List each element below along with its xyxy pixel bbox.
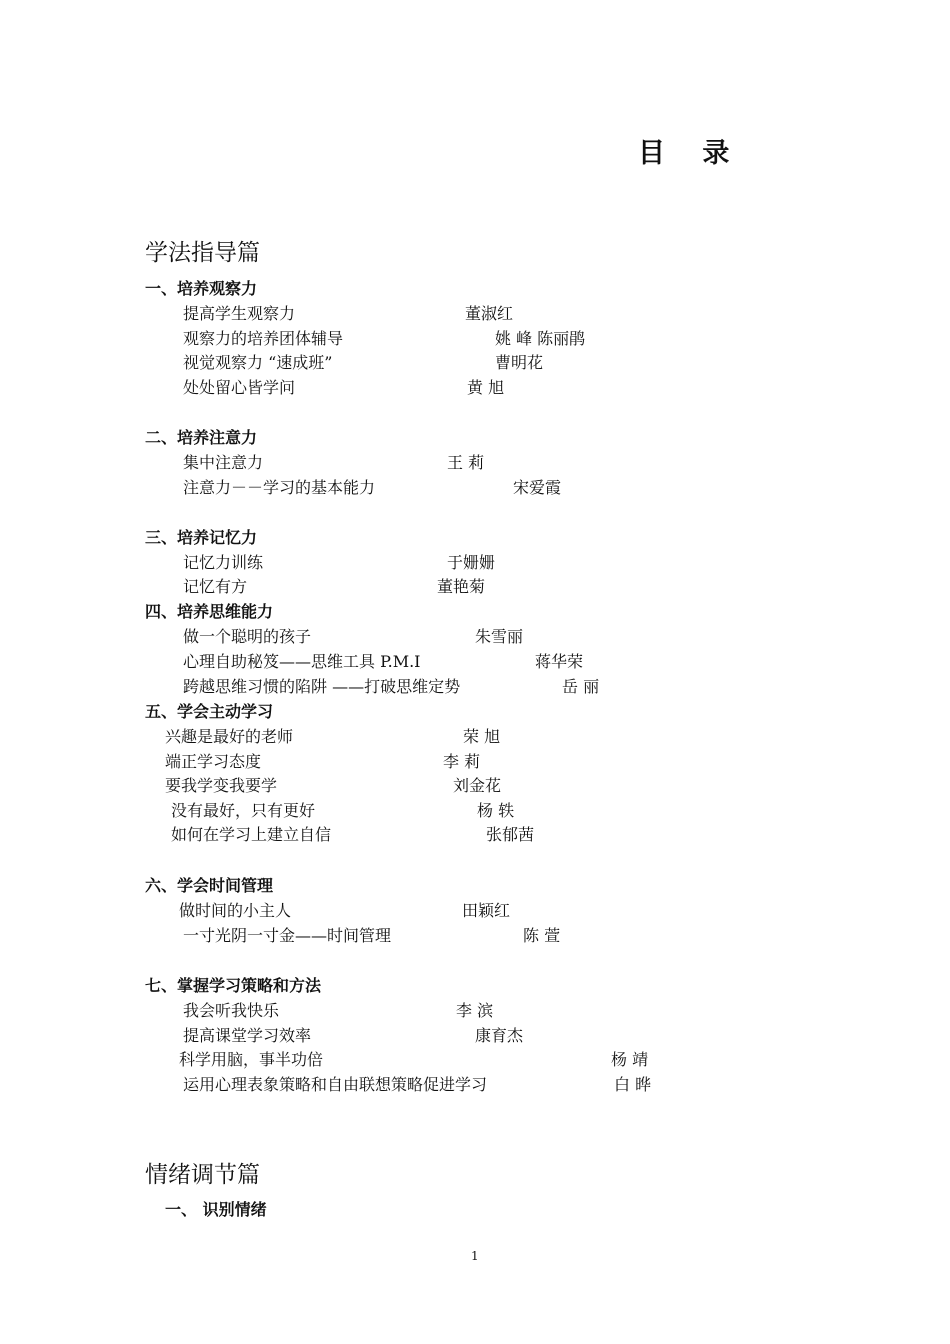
toc-entry-author: 蒋华荣	[535, 652, 584, 671]
toc-entry-title: 运用心理表象策略和自由联想策略促进学习	[183, 1075, 488, 1094]
page-number: 1	[471, 1249, 479, 1263]
toc-entry-author: 李 滨	[456, 1001, 494, 1020]
toc-entry-title: 做一个聪明的孩子	[183, 627, 312, 646]
toc-entry-title: 跨越思维习惯的陷阱 ——打破思维定势	[183, 677, 461, 696]
toc-entry-title: 心理自助秘笈——思维工具 P.M.I	[183, 652, 421, 671]
toc-entry-author: 康育杰	[475, 1026, 524, 1045]
toc-entry-author: 杨 靖	[611, 1050, 649, 1069]
toc-entry-title: 要我学变我要学	[165, 776, 278, 795]
toc-entry-title: 科学用脑，事半功倍	[179, 1050, 324, 1069]
toc-entry-author: 荣 旭	[463, 727, 501, 746]
section-heading: 六、学会时间管理	[145, 876, 274, 895]
toc-entry-title: 处处留心皆学问	[183, 378, 296, 397]
toc-entry-author: 董淑红	[465, 304, 514, 323]
toc-entry-author: 王 莉	[447, 453, 485, 472]
toc-entry-title: 如何在学习上建立自信	[171, 825, 332, 844]
toc-entry-author: 董艳菊	[437, 577, 486, 596]
toc-entry-title: 集中注意力	[183, 453, 264, 472]
toc-entry-title: 提高课堂学习效率	[183, 1026, 312, 1045]
section-heading: 一、 识别情绪	[165, 1200, 267, 1219]
toc-entry-author: 宋爱霞	[513, 478, 562, 497]
toc-entry-author: 张郁茜	[486, 825, 535, 844]
toc-entry-title: 提高学生观察力	[183, 304, 296, 323]
toc-entry-author: 姚 峰 陈丽鹃	[495, 329, 586, 348]
toc-entry-title: 一寸光阴一寸金——时间管理	[183, 926, 392, 945]
toc-entry-title: 记忆有方	[183, 577, 248, 596]
section-heading: 二、培养注意力	[145, 428, 258, 447]
toc-entry-author: 白 晔	[614, 1075, 652, 1094]
toc-entry-author: 刘金花	[453, 776, 502, 795]
toc-entry-title: 没有最好，只有更好	[171, 801, 316, 820]
toc-entry-author: 于姗姗	[447, 553, 496, 572]
part-heading-emotion-regulation: 情绪调节篇	[145, 1162, 260, 1188]
toc-entry-title: 观察力的培养团体辅导	[183, 329, 344, 348]
toc-entry-title: 记忆力训练	[183, 553, 264, 572]
toc-title: 目 录	[638, 138, 744, 169]
toc-entry-author: 曹明花	[495, 353, 544, 372]
toc-entry-author: 黄 旭	[467, 378, 505, 397]
section-heading: 四、培养思维能力	[145, 602, 274, 621]
toc-entry-title: 我会听我快乐	[183, 1001, 280, 1020]
section-heading: 五、学会主动学习	[145, 702, 274, 721]
toc-entry-author: 朱雪丽	[475, 627, 524, 646]
toc-entry-title: 端正学习态度	[165, 752, 262, 771]
toc-entry-title: 兴趣是最好的老师	[165, 727, 294, 746]
toc-entry-author: 杨 轶	[477, 801, 515, 820]
part-heading-study-methods: 学法指导篇	[145, 240, 260, 266]
toc-entry-author: 岳 丽	[562, 677, 600, 696]
section-heading: 三、培养记忆力	[145, 528, 258, 547]
toc-entry-author: 李 莉	[443, 752, 481, 771]
toc-entry-title: 做时间的小主人	[179, 901, 292, 920]
toc-entry-author: 田颖红	[462, 901, 511, 920]
toc-entry-title: 视觉观察力 “速成班”	[183, 353, 333, 372]
section-heading: 七、掌握学习策略和方法	[145, 976, 322, 995]
toc-entry-author: 陈 萱	[523, 926, 561, 945]
toc-entry-title: 注意力－－学习的基本能力	[183, 478, 376, 497]
section-heading: 一、培养观察力	[145, 279, 258, 298]
